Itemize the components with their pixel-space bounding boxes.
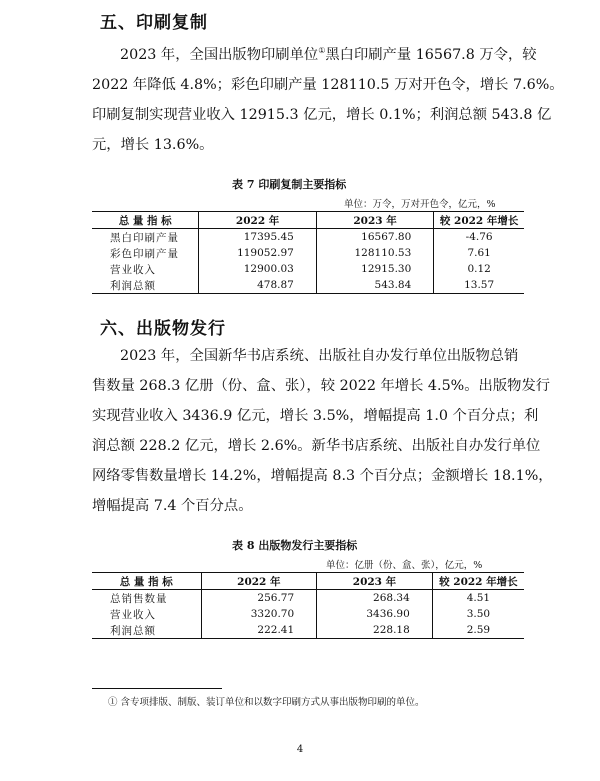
line-text: 黑白印刷产量 16567.8 万令，较 <box>325 46 537 63</box>
paragraph-distribution <box>92 341 553 521</box>
section-heading-printing: 五、印刷复制 <box>100 13 208 33</box>
value-2023: 543.84 <box>316 277 433 294</box>
value-2022: 478.87 <box>199 277 316 294</box>
value-2022: 17395.45 <box>199 229 316 246</box>
row-label: 利润总额 <box>92 622 201 639</box>
value-2023: 12915.30 <box>316 261 433 277</box>
table-row <box>92 229 524 246</box>
row-label: 营业收入 <box>92 261 199 277</box>
table8-unit: 单位：亿册（份、盒、张），亿元，% <box>326 560 483 571</box>
header-cell: 总 量 指 标 <box>92 212 199 229</box>
table-header-row <box>92 212 524 229</box>
footnote-marker[interactable]: ① <box>318 46 326 55</box>
header-cell: 2023 年 <box>316 212 433 229</box>
paragraph-line: 2022 年降低 4.8%；彩色印刷产量 128110.5 万对开色令，增长 7.6%。 <box>92 76 564 93</box>
header-cell: 总 量 指 标 <box>92 573 201 590</box>
table7 <box>92 211 524 294</box>
value-2023: 228.18 <box>317 622 433 639</box>
table7-unit: 单位：万令，万对开色令，亿元，% <box>344 199 496 210</box>
paragraph-line: 2023 年，全国新华书店系统、出版社自办发行单位出版物总销 <box>120 348 519 364</box>
header-cell: 2023 年 <box>317 573 433 590</box>
value-growth: 0.12 <box>467 263 491 275</box>
value-growth: 13.57 <box>434 277 524 294</box>
header-cell: 2022 年 <box>201 573 317 590</box>
value-2022: 256.77 <box>201 590 317 607</box>
value-growth: -4.76 <box>465 231 493 243</box>
table-row <box>92 245 524 261</box>
value-2022: 119052.97 <box>199 245 316 261</box>
value-2023: 128110.53 <box>316 245 433 261</box>
paragraph-line: 元，增长 13.6%。 <box>92 136 214 153</box>
value-growth: 3.50 <box>466 608 491 620</box>
table-row <box>92 277 524 294</box>
row-label: 彩色印刷产量 <box>92 245 199 261</box>
section-heading-distribution: 六、出版物发行 <box>100 319 226 339</box>
table-header-row <box>92 573 524 590</box>
value-2023: 16567.80 <box>316 229 433 246</box>
row-label: 利润总额 <box>92 277 199 294</box>
table-row <box>92 261 524 277</box>
paragraph-printing <box>92 36 564 160</box>
value-2022: 222.41 <box>201 622 317 639</box>
value-2023: 3436.90 <box>317 606 433 622</box>
value-growth: 7.61 <box>467 247 491 259</box>
table-row <box>92 590 524 607</box>
table8 <box>92 572 524 639</box>
value-2022: 12900.03 <box>199 261 316 277</box>
paragraph-line: 增幅提高 7.4 个百分点。 <box>92 498 253 514</box>
value-growth: 4.51 <box>466 592 491 604</box>
value-growth: 2.59 <box>432 622 524 639</box>
row-label: 黑白印刷产量 <box>92 229 199 246</box>
table7-caption: 表 7 印刷复制主要指标 <box>232 178 347 191</box>
footnote-divider <box>92 688 222 689</box>
footnote: ① 含专项排版、制版、装订单位和以数字印刷方式从事出版物印刷的单位。 <box>108 697 425 708</box>
paragraph-line: 网络零售数量增长 14.2%，增幅提高 8.3 个百分点；金额增长 18.1%， <box>92 468 553 484</box>
header-cell: 较 2022 年增长 <box>434 212 524 229</box>
value-2023: 268.34 <box>317 590 433 607</box>
table-row <box>92 606 524 622</box>
row-label: 营业收入 <box>92 606 201 622</box>
value-2022: 3320.70 <box>201 606 317 622</box>
page-number: 4 <box>296 744 304 755</box>
row-label: 总销售数量 <box>92 590 201 607</box>
header-cell: 2022 年 <box>199 212 316 229</box>
paragraph-line: 售数量 268.3 亿册（份、盒、张），较 2022 年增长 4.5%。出版物发行 <box>92 378 551 394</box>
paragraph-line <box>92 36 537 70</box>
paragraph-line: 润总额 228.2 亿元，增长 2.6%。新华书店系统、出版社自办发行单位 <box>92 438 541 454</box>
table-row <box>92 622 524 639</box>
line-text: 2023 年，全国出版物印刷单位 <box>120 46 319 63</box>
paragraph-line: 印刷复制实现营业收入 12915.3 亿元，增长 0.1%；利润总额 543.8 亿 <box>92 106 552 123</box>
table8-caption: 表 8 出版物发行主要指标 <box>232 539 358 552</box>
header-cell: 较 2022 年增长 <box>432 573 524 590</box>
paragraph-line: 实现营业收入 3436.9 亿元，增长 3.5%，增幅提高 1.0 个百分点；利 <box>92 408 539 424</box>
